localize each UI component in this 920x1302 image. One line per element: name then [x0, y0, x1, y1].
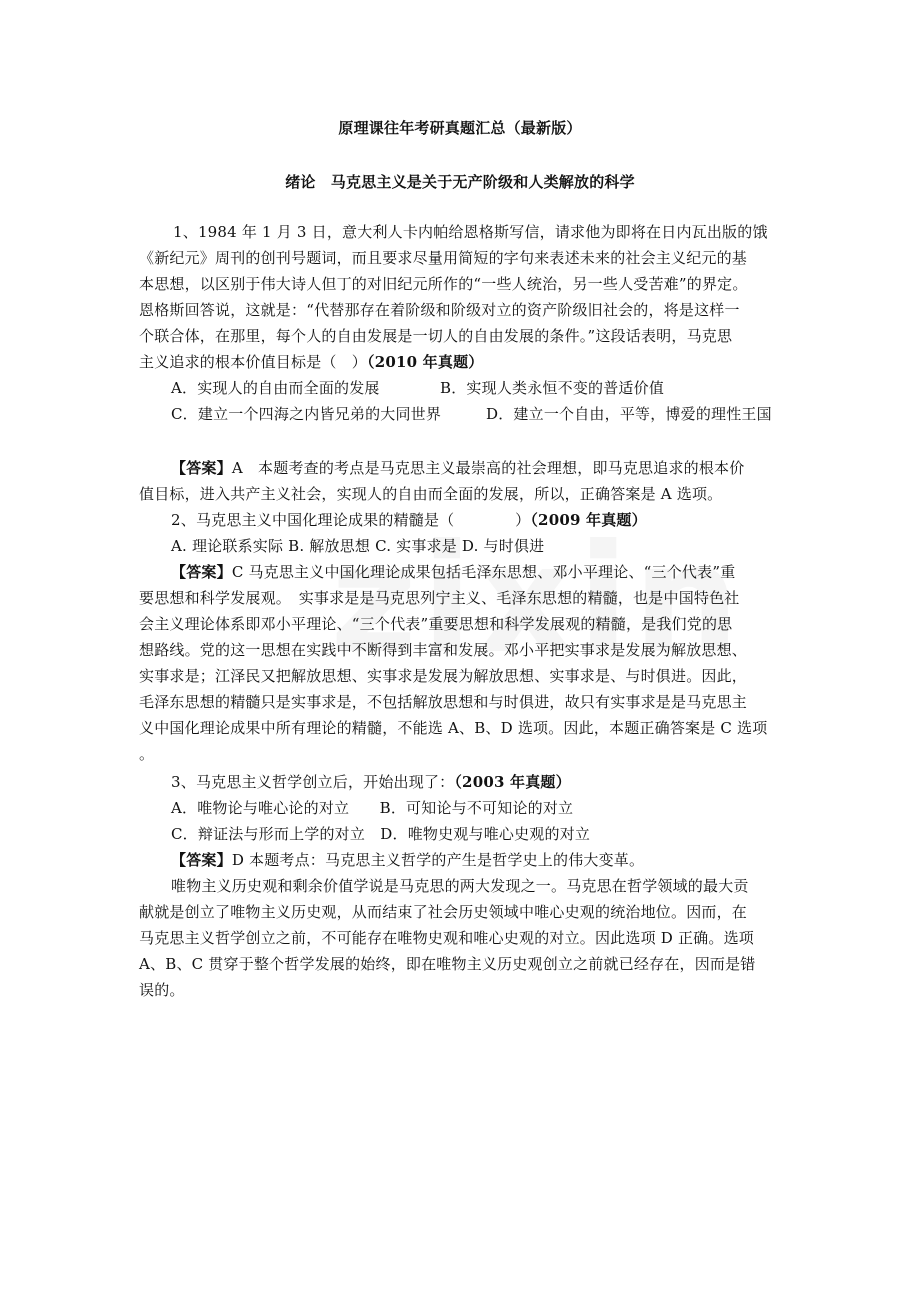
answer-label: 【答案】: [171, 563, 232, 581]
q1-option-c: C．建立一个四海之内皆兄弟的大同世界: [171, 405, 442, 423]
q2-answer-line: 会主义理论体系即邓小平理论、“三个代表”重要思想和科学发展观的精髓，是我们党的思: [139, 615, 733, 633]
q3-year-tag: （2003 年真题）: [454, 773, 571, 791]
q3-explain-line: 献就是创立了唯物主义历史观，从而结束了社会历史领域中唯心史观的统治地位。因而，在: [139, 903, 748, 921]
q2-options: A. 理论联系实际 B. 解放思想 C. 实事求是 D. 与时俱进: [171, 537, 545, 555]
q2-year-tag: （2009 年真题）: [530, 511, 647, 529]
answer-label: 【答案】: [171, 851, 232, 869]
q1-option-a: A．实现人的自由而全面的发展: [171, 379, 380, 397]
q2-answer-line: 想路线。党的这一思想在实践中不断得到丰富和发展。邓小平把实事求是发展为解放思想、: [139, 641, 748, 659]
q1-year-tag: （2010 年真题）: [367, 353, 484, 371]
q3-explain-line: 马克思主义哲学创立之前，不可能存在唯物史观和唯心史观的对立。因此选项 D 正确。选项: [139, 929, 754, 947]
q2-answer: [171, 562, 735, 582]
q2-answer-line: 毛泽东思想的精髓只是实事求是，不包括解放思想和与时俱进，故只有实事求是是马克思主: [139, 693, 748, 711]
document-title: 原理课往年考研真题汇总（最新版）: [338, 119, 582, 137]
q1-line: 恩格斯回答说，这就是：“代替那存在着阶级和阶级对立的资产阶级旧社会的，将是这样一: [139, 301, 740, 319]
q2-answer-line: 义中国化理论成果中所有理论的精髓，不能选 A、B、D 选项。因此，本题正确答案是 C 选项: [139, 719, 768, 737]
q3-stem: [171, 772, 571, 792]
q3-options-cd: C．辩证法与形而上学的对立 D．唯物史观与唯心史观的对立: [171, 825, 591, 843]
q1-line: 1、1984 年 1 月 3 日，意大利人卡内帕给恩格斯写信，请求他为即将在日内瓦出版的饿: [173, 223, 768, 241]
q2-stem-text: 2、马克思主义中国化理论成果的精髓是（ ）: [171, 511, 531, 529]
q3-explain-line: 误的。: [139, 981, 185, 999]
q2-answer-line: 实事求是；江泽民又把解放思想、实事求是发展为解放思想、实事求是、与时俱进。因此，: [139, 667, 748, 685]
answer-text: C 马克思主义中国化理论成果包括毛泽东思想、邓小平理论、“三个代表”重: [231, 563, 736, 581]
q1-answer: [171, 458, 744, 478]
q3-stem-text: 3、马克思主义哲学创立后，开始出现了：: [171, 773, 455, 791]
q2-answer-line: 要思想和科学发展观。 实事求是是马克思列宁主义、毛泽东思想的精髓，也是中国特色社: [139, 589, 740, 607]
q2-answer-line: 。: [139, 745, 155, 763]
q3-answer: [171, 850, 644, 870]
q3-explain-line: 唯物主义历史观和剩余价值学说是马克思的两大发现之一。马克思在哲学领域的最大贡: [171, 877, 749, 895]
answer-text: A 本题考查的考点是马克思主义最崇高的社会理想，即马克思追求的根本价: [231, 459, 745, 477]
q1-stem-text: 主义追求的根本价值目标是（ ）: [139, 353, 368, 371]
q1-stem-end: [139, 352, 484, 372]
q3-options-ab: A．唯物论与唯心论的对立 B．可知论与不可知论的对立: [171, 799, 574, 817]
q1-option-b: B．实现人类永恒不变的普适价值: [440, 379, 665, 397]
q1-line: 个联合体，在那里，每个人的自由发展是一切人的自由发展的条件。”这段话表明，马克思: [139, 327, 733, 345]
answer-label: 【答案】: [171, 459, 232, 477]
q2-stem: [171, 510, 647, 530]
q1-line: 《新纪元》周刊的创刊号题词，而且要求尽量用简短的字句来表述未来的社会主义纪元的基: [139, 249, 748, 267]
section-heading: 绪论 马克思主义是关于无产阶级和人类解放的科学: [285, 173, 635, 191]
q1-line: 本思想，以区别于伟大诗人但丁的对旧纪元所作的“一些人统治，另一些人受苦难”的界定。: [139, 275, 748, 293]
answer-text: D 本题考点：马克思主义哲学的产生是哲学史上的伟大变革。: [231, 851, 645, 869]
q1-option-d: D．建立一个自由，平等，博爱的理性王国: [486, 405, 772, 423]
q1-answer-line: 值目标，进入共产主义社会，实现人的自由而全面的发展，所以，正确答案是 A 选项。: [139, 485, 723, 503]
q3-explain-line: A、B、C 贯穿于整个哲学发展的始终，即在唯物主义历史观创立之前就已经存在，因而是错: [139, 955, 756, 973]
